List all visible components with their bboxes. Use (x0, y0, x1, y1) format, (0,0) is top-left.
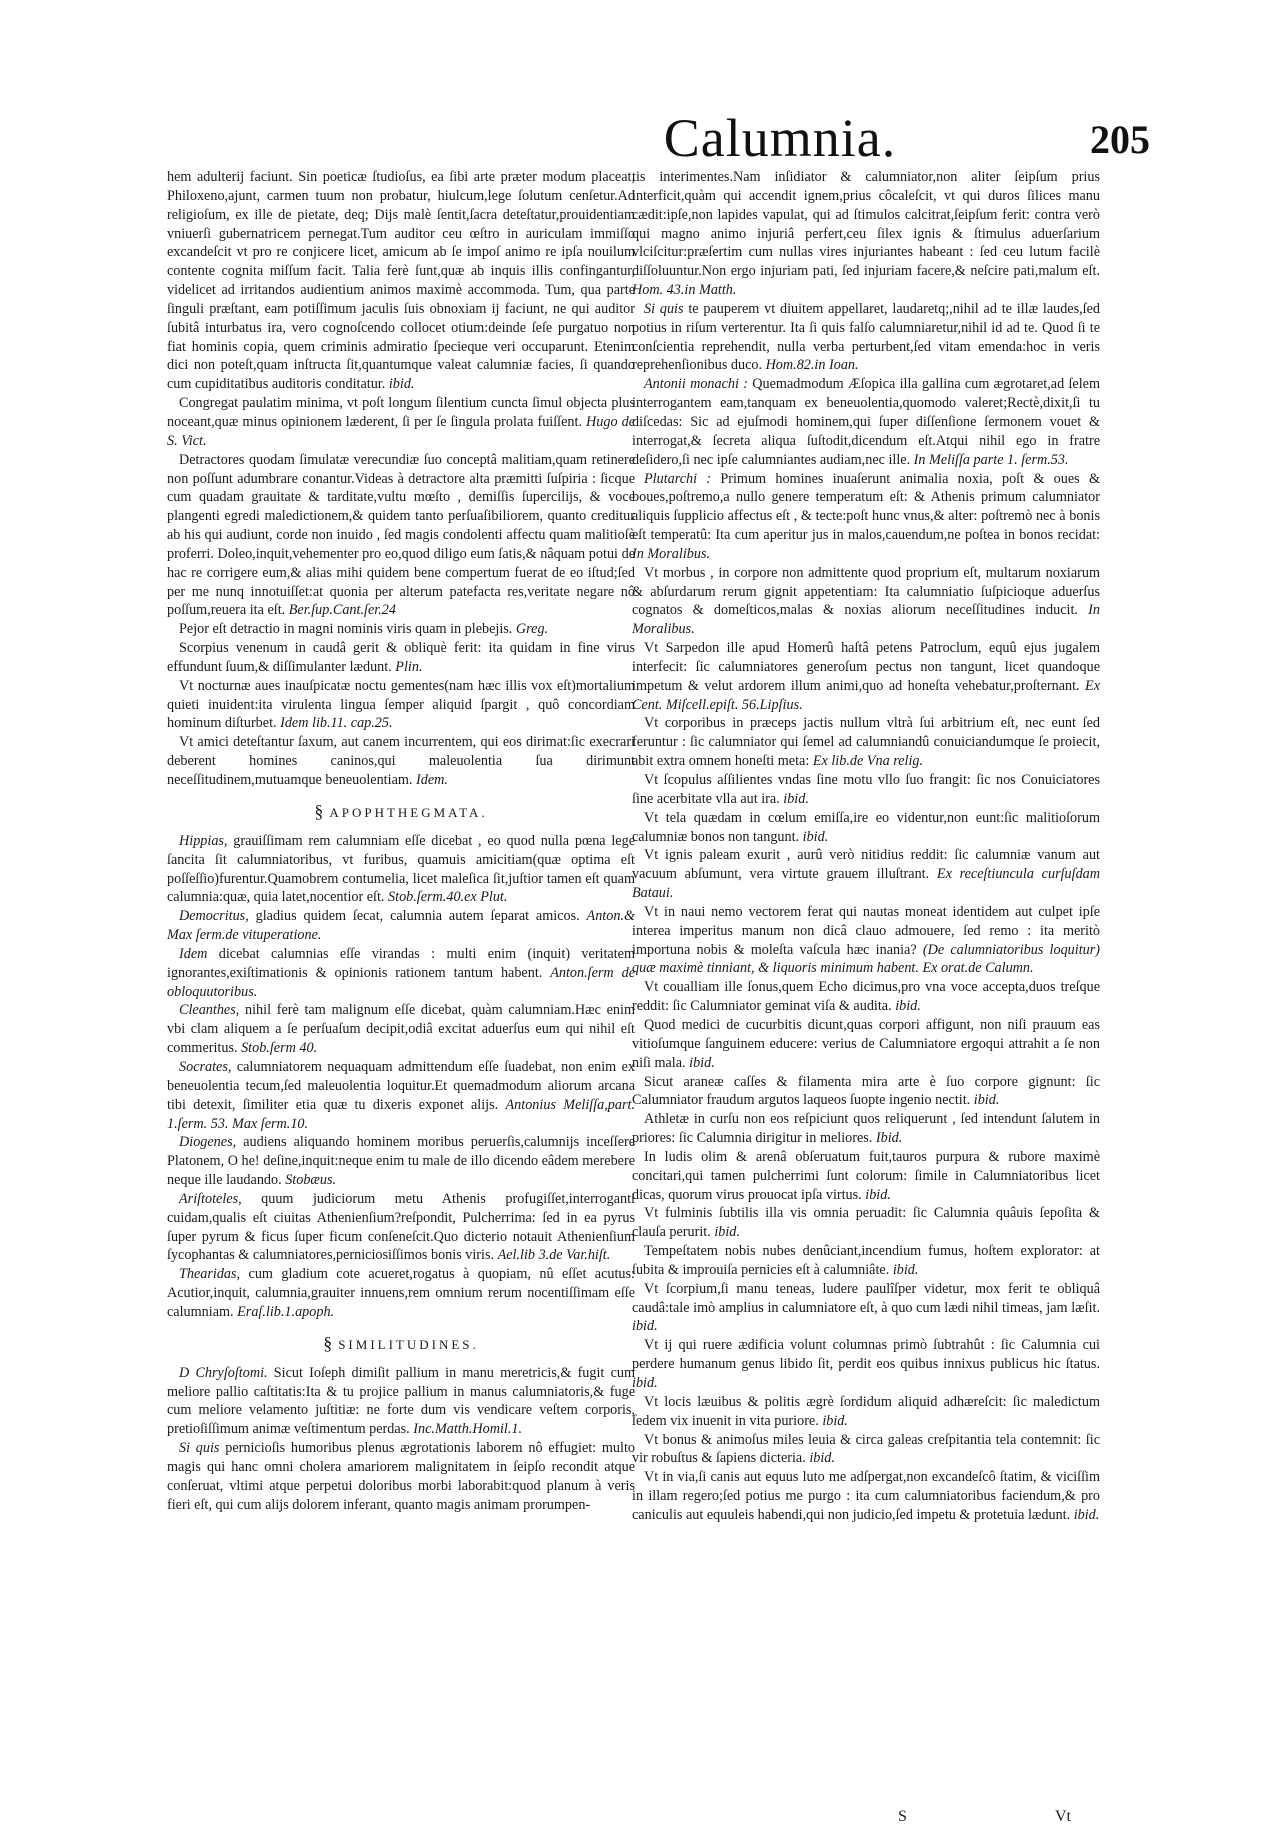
entry-paragraph (632, 1393, 1100, 1431)
entry-text: Congregat paulatim minima, vt poſt longum ſilentium cuncta ſimul objecta plus noceant,quæ minus opinionem læderent, ſi per ſe ſingula prolata fuiſſent. (167, 395, 635, 430)
entry-paragraph (167, 168, 635, 394)
entry-lead: Antonii monachi : (644, 376, 748, 393)
entry-lead: Plutarchi : (644, 470, 712, 487)
entry-text: Vt locis læuibus & politis ægrè ſordidum aliquid adhæreſcit: ſic maledictum ſedem vix inuenit in vita puriore. (632, 1393, 1100, 1429)
entry-text: Vt coualliam ille ſonus,quem Echo dicimus,pro vna voce accepta,duos treſque reddit: ſic Calumniator geminat viſa & audita. (632, 979, 1100, 1015)
entry-text: calumniatorem nequaquam admittendum eſſe ſuadebat, non enim ex beneuolentia tecum,ſed maleuolentia loquitur.Et quemadmodum aliorum arcana tibi detexit, ſimiliter etia quæ tu dixeris exponet alijs. (167, 1058, 635, 1113)
entry-text: Vt ſcorpium,ſi manu teneas, ludere paulîſper videtur, mox ferit te obliquâ caudâ:tale imò amplius in calumniatore eſt, à quo cum lædi nihil timeas, jam læſit. (632, 1280, 1100, 1316)
entry-paragraph (632, 978, 1100, 1016)
entry-paragraph (167, 1265, 635, 1322)
entry-source: Inc.Matth.Homil.1. (413, 1421, 523, 1438)
right-column (632, 168, 1100, 1525)
section-title: SIMILITUDINES. (338, 1336, 479, 1352)
running-head: Calumnia. (663, 108, 897, 168)
entry-paragraph (632, 1431, 1100, 1469)
entry-paragraph (167, 733, 635, 790)
entry-paragraph (632, 564, 1100, 639)
entry-text: pernicioſis humoribus plenus ægrotationis laborem nô effugiet: multo magis qui hanc omni cholera amariorem malignitatem in ſeipſo recondit atque conſeruat, vltimi atque perpetui doloribus morbi laborabit:quod planum à veris fieri eſt, qui cum alijs dolorem inferant, quanto magis animam prorumpen- (167, 1440, 636, 1513)
entry-source: Stobæus. (285, 1172, 337, 1189)
entry-paragraph (632, 300, 1100, 375)
entry-text: cum gladium cote acueret,rogatus à quopiam, nû eſſet acutus: Acutior,inquit, calumnia,grauiter innuens,rem omnium rerum nocentiſſimam eſſe calumniam. (167, 1266, 635, 1320)
entry-paragraph (632, 1016, 1100, 1073)
entry-text: te pauperem vt diuitem appellaret, laudaretq;,nihil ad te illæ laudes,ſed potius in riſum verterentur. Ita ſi quis falſo calumniaretur,nihil id ad te. Quod ſi te conſcientia reprehendit, nulla verba perturbent,ſed vitam emenda:hoc in veris reprehenſionibus duco. (632, 300, 1101, 374)
entry-source: ibid. (865, 1186, 891, 1203)
entry-paragraph (632, 1110, 1100, 1148)
entry-text: Vt nocturnæ aues inauſpicatæ noctu gementes(nam hæc illis vox eſt)mortalium quieti inuident:ita virulenta lingua ſemper aliquid ſpargit , quô concordiam hominum diſturbet. (167, 677, 635, 732)
entry-source: In Moralibus. (632, 602, 1100, 638)
entry-paragraph (632, 714, 1100, 771)
entry-paragraph (632, 1336, 1100, 1393)
entry-paragraph (632, 1073, 1100, 1111)
entry-text: nihil ferè tam malignum eſſe dicebat, quàm calumniam.Hæc enim vbi clam aliquem a ſe perſuaſum decipit,odiâ excitat aduerſus eum qui nihil eſt commeritus. (167, 1002, 636, 1057)
entry-paragraph (632, 1242, 1100, 1280)
entry-text: Vt fulminis ſubtilis illa vis omnia peruadit: ſic Calumnia quâuis ſepoſita & clauſa perurit. (632, 1205, 1100, 1241)
section-heading-similitudines (167, 1334, 635, 1354)
entry-text: Scorpius venenum in caudâ gerit & obliquè ferit: ita quidam in fine virus effundunt ſuum,& diſſimulanter lædunt. (167, 640, 635, 675)
entry-paragraph (632, 1280, 1100, 1337)
entry-text: Vt bonus & animoſus miles leuia & circa galeas creſpitantia tela contemnit: ſic vir robuſtus & ſapiens dicteria. (632, 1431, 1100, 1467)
section-mark-icon: § (314, 800, 324, 821)
entry-text: Vt corporibus in præceps jactis nullum vltrà ſui arbitrium eſt, nec eunt ſed feruntur : ſic calumniator qui ſemel ad calumniandû conuiciandumque ſe proiecit, abit extra omnem honeſti meta: (632, 715, 1100, 770)
entry-text: Vt morbus , in corpore non admittente quod proprium eſt, multarum noxiarum & abſurdarum rerum gignit appetentiam: Ita calumniatio ſuſpicioque aduerſus cognatos & domeſticos,malas & noxias aliorum neceſſitudines inducit. (632, 564, 1100, 619)
entry-paragraph (632, 470, 1100, 564)
entry-lead: Ariſtoteles, (179, 1190, 242, 1207)
entry-paragraph (632, 1468, 1100, 1525)
entry-paragraph (167, 1001, 635, 1058)
section-mark-icon: § (323, 1332, 333, 1353)
entry-text: Quod medici de cucurbitis dicunt,quas corpori affigunt, non niſi prauum eas vitioſumque ſanguinem educere: verius de Calumniatore ergoqui attrahit a ſe non niſi mala. (632, 1016, 1100, 1071)
entry-paragraph (167, 1133, 635, 1190)
entry-source: ibid. (714, 1224, 740, 1241)
entry-source: Ael.lib 3.de Var.hiſt. (497, 1247, 611, 1264)
entry-paragraph (632, 168, 1100, 300)
entry-text: audiens aliquando hominem moribus peruerſis,calumnijs inceſſere Platonem, O he! deſine,inquit:neque enim tu male de illo dicendo eâdem merebere neque ille laudando. (167, 1134, 636, 1189)
entry-source: ibid. (892, 1261, 919, 1278)
entry-text: Sicut araneæ caſſes & filamenta mira arte è ſuo corpore gignunt: ſic Calumniator fraudum argutos laqueos ſuopte ingenio nectit. (632, 1073, 1100, 1109)
entry-lead: Idem (179, 945, 208, 962)
entry-source: ibid. (809, 1450, 835, 1467)
entry-text: dicebat calumnias eſſe virandas : multi enim (inquit) veritatem ignorantes,exiſtimationis & opinionis rationem tantum habent. (167, 945, 635, 981)
entry-text: Primum homines inuaſerunt animalia noxia, poſt & oues & boues,poſtremo,a nullo genere temperatum eſt: & Athenis primum calumniator aliquis ſupplicio affectus eſt , & tecte:poſt hunc vnus,& alter: poſtremò nec à bonis eſt temperatû: Ita cum aperitur jus in malos,cauendum,ne poſtea in bonos recidat: (632, 470, 1100, 544)
entry-source: Greg. (515, 621, 549, 638)
entry-lead: Thearidas, (179, 1266, 241, 1283)
entry-source: Ex Cent. Miſcell.epiſt. 56.Lipſius. (632, 677, 1101, 713)
entry-lead: Socrates, (179, 1058, 232, 1075)
entry-text: tis interimentes.Nam inſidiator & calumniator,non aliter ſeipſum prius interficit,quàm qui accendit ignem,prius côcaleſcit, vt qui duros ſilices manu cædit:ipſe,non lapides vapulat, qui ad ſtimulos calcitrat,ſeipſum ferit: contra verò qui magno animo injuriâ perfert,ceu ſilex ignis & ſtimulus aduerſarium vlciſcitur:præſertim cum nullas vires injuriantes habeant : ſed ceu lutum facilè diſſoluuntur.Non ergo injuriam pati, ſed injuriam facere,& neſcire pati,malum eſt. (632, 169, 1100, 280)
entry-lead: Hippias, (179, 832, 228, 849)
entry-text: Quemadmodum Æſopica illa gallina cum ægrotaret,ad ſelem interrogantem eam,tanquam ex beneuolentia,quomodo valeret;Rectè,dixit,ſi tu diſcedas: Sic ad ejuſmodi hominem,qui ſuper diſſenſione ſermonem vouet & interrogat,& ſecreta aliqua ſuſtodit,dicendum eſt.Atqui nihil ego in fratre deſidero,ſi nec ipſe calumniantes audiam,nec ille. (632, 376, 1100, 468)
entry-text: Detractores quodam ſimulatæ verecundiæ ſuo conceptâ malitiam,quam retinere non poſſunt adumbrare conantur.Videas à detractore alta præmitti ſuſpiria : ſicque cum quadam grauitate & tarditate,vultu mœſto , demiſſis ſupercilijs, & voce plangenti egredi maledictionem,& quidem tanto perſuaſibiliorem, quanto creditur ab his qui audiunt, corde non inuido , ſed magis condolenti affectu quam malitioſè proferri. Doleo,inquit,vehementer pro eo,quod diligo eum ſatis,& nâquam potui de hac re corrigere eum,& alias mihi quidem bene compertum fuerat de eo iſtud;ſed per me nunq innotuiſſet:at quonia per alterum patefacta res,veritate negare nô poſſum,reuera ita eſt. (167, 451, 635, 619)
entry-source: ibid. (783, 790, 809, 807)
entry-source: Ex lib.de Vna relig. (812, 753, 924, 770)
entry-text: Vt ſcopulus aſſilientes vndas ſine motu vllo ſuo frangit: ſic nos Conuiciatores ſine acerbitate vlla aut ira. (632, 772, 1100, 807)
entry-text: grauiſſimam rem calumniam eſſe dicebat , eo quod nulla pœna lege ſancita ſit calumniatoribus, vt furibus, quamuis amicitiam(quæ optima eſt poſſeſſio)furentur.Quamobrem contumelia, licet maleſica ſit,juſtior tamen eſt quam calumnia:quæ, quia latet,nocentior eſt. (167, 832, 635, 906)
entry-source: ibid. (895, 998, 921, 1015)
entry-source: ibid. (822, 1412, 848, 1429)
entry-source: ibid. (1073, 1506, 1100, 1523)
entry-text: In ludis olim & arenâ obſeruatum fuit,tauros purpura & rubore maximè concitari,qui tamen pulcherrimi ſunt colorum: ſimile in Calumniatoribus licet dicas, quorum virus prouocat ipſa virtus. (632, 1148, 1100, 1203)
entry-source: Idem lib.11. cap.25. (280, 715, 393, 732)
entry-paragraph (167, 945, 635, 1002)
catchword: Vt (1055, 1808, 1071, 1825)
entry-text: Pejor eſt detractio in magni nominis viris quam in plebejis. (179, 621, 513, 638)
entry-text: Vt in naui nemo vectorem ferat qui nautas moneat identidem aut culpet ipſe interea imperitus manum non dicâ clauo admouere, ſed remo : ita meritò importuna nobis & moleſta vaſcula hæc inania? (632, 903, 1100, 958)
entry-text: quum judiciorum metu Athenis profugiſſet,interroganti cuidam,qualis eſt ciuitas Athenienſium?reſpondit, Pulcherrima: ſed in ea pyrus ſuper pyrum & ficus ſuper ficum conſeneſcit.Quo dicterio notauit Athenienſium ſycophantas & calumniatores,perniciosiſſimos bonis viris. (167, 1190, 635, 1264)
entry-source: Ber.ſup.Cant.ſer.24 (288, 602, 396, 619)
entry-source: Stob.ſerm.40.ex Plut. (388, 889, 508, 906)
entry-paragraph (167, 451, 635, 621)
entry-paragraph (167, 620, 635, 639)
entry-lead: Si quis (644, 300, 684, 317)
entry-lead: D Chryſoſtomi. (179, 1364, 268, 1381)
left-column (167, 168, 635, 1515)
entry-paragraph (167, 907, 635, 945)
entry-lead: Democritus, (179, 908, 249, 925)
entry-text: Vt Sarpedon ille apud Homerû haſtâ petens Patroclum, equû ejus jugalem interfecit: ſic calumniatores generoſum pectus non tangunt, licet quandoque impetum & velut ardorem illum animi,quo ad honeſta vehebatur,proſternant. (632, 640, 1100, 694)
entry-paragraph (167, 677, 635, 734)
entry-text: Sicut Ioſeph dimiſit pallium in manu meretricis,& fugit cum meliore pallio caſtitatis:Ita & tu projice pallium in manus calumniatoris,& fuge cum meliore velamento juſtitiæ: ne forte dum vis vendicare veſtem corporis, pretioſiſſimum animæ veſtimentum perdas. (167, 1364, 635, 1438)
page-number: 205 (1090, 117, 1150, 162)
entry-text: Vt amici deteſtantur ſaxum, aut canem incurrentem, qui eos dirimat:ſic execrari deberent homines caninos,qui maleuolentia ſua dirimunt neceſſitudinem,mutuamque beneuolentiam. (167, 734, 635, 788)
entry-text: gladius quidem ſecat, calumnia autem ſeparat amicos. (255, 908, 580, 925)
entry-source: Anton.& Max ſerm.de vituperatione. (167, 908, 636, 944)
entry-source: ibid. (388, 376, 415, 393)
entry-source: ibid. (802, 828, 829, 845)
entry-paragraph (632, 1148, 1100, 1205)
entry-text: Vt ignis paleam exurit , aurû verò nitidius reddit: ſic calumniæ vanum aut vacuum abſumunt, vera virtute grauem illuſtrant. (632, 847, 1100, 883)
entry-source: In Moralibus. (632, 545, 711, 562)
entry-text: Tempeſtatem nobis nubes denûciant,incendium fumus, hoſtem explorator: at ſubita & improuiſa pernicies eſt à calumniâte. (632, 1243, 1100, 1278)
entry-source: Stob.ſerm 40. (241, 1040, 318, 1057)
entry-paragraph (167, 1364, 635, 1439)
entry-paragraph (632, 1204, 1100, 1242)
entry-source: Hugo de S. Vict. (167, 413, 636, 449)
entry-source: In Meliſſa parte 1. ſerm.53. (913, 451, 1069, 468)
entry-text: hem adulterij faciunt. Sin poeticæ ſtudioſus, ea ſibi arte præter modum placeat, Philoxeno,ajunt, carmen tuum non probatur, hiulcum,lege ſolutum cenſetur.Ad religioſum, ex ille de pietate, deq; Dijs malè ſentit,ſacra deteſtatur,prouidentiam vniuerſi gubernatricem pernegat.Tum auditor ceu œſtro in auriculam immiſſo excandeſcit vt pro re conjicere licet, amicum ab ſe impoſ animo re ipſa nouilum contente cognita miſſum facit. Talia ferè ſunt,quæ ab inquis illis confingantur, videlicet ad irritandos audientium animos maximè accommoda. Tum, qua parte ſinguli præſtant, eam potiſſimum jaculis ſuis obnoxiam ij faciunt, ne qui auditor ſubitâ inturbatus ira, vero cognoſcendo collocet otium:deinde ſeſe purgatuo non fiat hominis copia, quem criminis admiratio ſpecieque veri occuparunt. Etenim dici non poteſt,quam inſtructa ſit,quantumque valeat calumniæ facies, ſi quando cum cupiditatibus auditoris conditatur. (167, 169, 635, 393)
entry-source: Idem. (416, 772, 448, 788)
entry-paragraph (167, 832, 635, 907)
entry-paragraph (632, 809, 1100, 847)
section-title: APOPHTHEGMATA. (329, 804, 488, 820)
entry-paragraph (632, 903, 1100, 978)
entry-source: Anton.ſerm de obloquutoribus. (167, 964, 635, 1000)
entry-paragraph (167, 394, 635, 451)
entry-source: Ex receſtiuncula curſuſdam Bataui. (632, 866, 1100, 902)
entry-source: (De calumniatoribus loquitur) quæ maximè tinniant, & liquoris minimum habent. Ex orat.de Calumn. (632, 941, 1100, 977)
entry-source: ibid. (632, 1318, 658, 1335)
entry-source: ibid. (689, 1054, 715, 1071)
entry-source: Plin. (395, 658, 423, 675)
entry-paragraph (167, 1058, 635, 1133)
entry-source: Antonius Meliſſa,part. 1.ſerm. 53. Max ſerm.10. (167, 1096, 635, 1132)
entry-lead: Cleanthes, (179, 1002, 240, 1019)
entry-text: Vt tela quædam in cœlum emiſſa,ire eo videntur,non eunt:ſic malitioſorum calumniæ bonos non tangunt. (632, 809, 1100, 845)
entry-paragraph (632, 639, 1100, 714)
entry-paragraph (632, 771, 1100, 809)
entry-paragraph (167, 1190, 635, 1265)
entry-source: Hom. 43.in Matth. (632, 282, 737, 299)
entry-text: Vt in via,ſi canis aut equus luto me adſpergat,non excandeſcô ſtatim, & viciſſim in illam regero;ſed potius me purgo : ita cum calumniatoribus faciendum,& pro caniculis aut equuleis habendi,qui non judicio,ſed impetu & protetuia lædunt. (632, 1469, 1100, 1523)
entry-source: ibid. (973, 1092, 1000, 1109)
entry-text: Vt ij qui ruere ædificia volunt columnas primò ſubtrahût : ſic Calumnia cui perdere humanum genus libido ſit, perdit eos quibus innixus publicus hic ſtatus. (632, 1337, 1100, 1373)
entry-source: Ibid. (875, 1130, 903, 1147)
entry-paragraph (167, 639, 635, 677)
signature-mark: S (898, 1808, 907, 1825)
section-heading-apophthegmata (167, 802, 635, 822)
entry-lead: Diogenes, (179, 1134, 237, 1151)
entry-source: Eraſ.lib.1.apoph. (237, 1303, 335, 1320)
entry-lead: Si quis (179, 1440, 220, 1457)
entry-paragraph (167, 1439, 635, 1514)
entry-source: Hom.82.in Ioan. (765, 357, 859, 374)
entry-paragraph (632, 375, 1100, 469)
entry-paragraph (632, 846, 1100, 903)
entry-text: Athletæ in curſu non eos reſpiciunt quos reliquerunt , ſed intendunt ſalutem in priores: ſic Calumnia dirigitur in meliores. (632, 1111, 1100, 1147)
entry-source: ibid. (632, 1375, 658, 1391)
